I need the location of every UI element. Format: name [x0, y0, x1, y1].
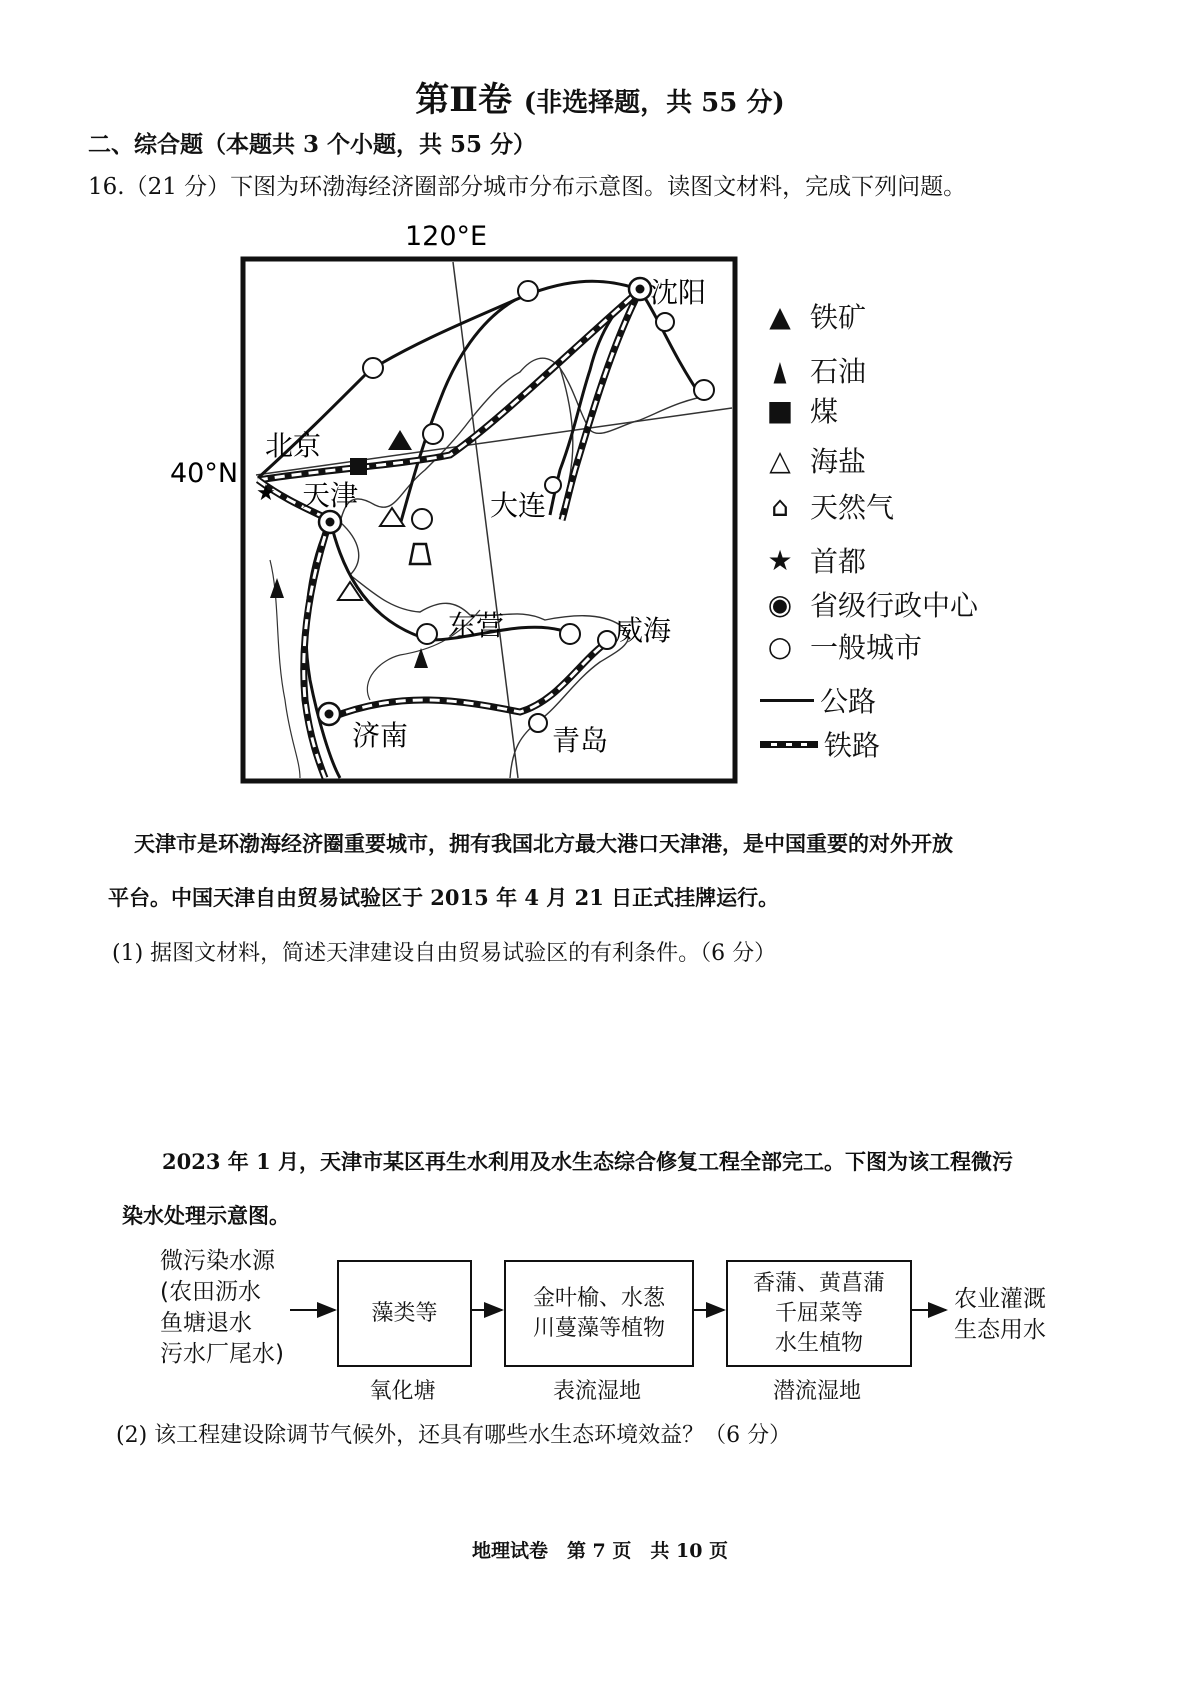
- city-dalian: 大连: [490, 489, 547, 522]
- city-jinan: 济南: [352, 719, 409, 752]
- lat-label: 40°N: [170, 458, 239, 489]
- label-oxidation-pond: 氧化塘: [369, 1379, 436, 1404]
- material-2-line-1: 2023 年 1 月，天津市某区再生水利用及水生态综合修复工程全部完工。下图为该工程微污: [162, 1149, 1013, 1174]
- legend-sea-salt: △ 海盐: [760, 440, 866, 480]
- label-subsurface-wetland: 潜流湿地: [772, 1379, 861, 1404]
- legend-iron-ore: ▲ 铁矿: [760, 296, 866, 336]
- flow-output: 农业灌溉 生态用水: [954, 1286, 1046, 1343]
- provincial-center-icon: ◉: [767, 587, 793, 621]
- city-beijing: 北京: [265, 429, 322, 462]
- page-footer: 地理试卷 第 7 页 共 10 页: [471, 1540, 729, 1562]
- city-shenyang: 沈阳: [650, 276, 707, 309]
- question-16: 16.（21 分）下图为环渤海经济圈部分城市分布示意图。读图文材料，完成下列问题。: [88, 174, 967, 200]
- legend-oil: ▲ 石油: [760, 350, 866, 390]
- legend-capital: ★ 首都: [760, 540, 866, 580]
- city-tianjin: 天津: [302, 479, 359, 512]
- oil-icon: ▲: [773, 353, 787, 387]
- iron-ore-icon: ▲: [769, 299, 791, 333]
- material-1-line-2: 平台。中国天津自由贸易试验区于 2015 年 4 月 21 日正式挂牌运行。: [108, 885, 780, 910]
- natural-gas-icon: ⌂: [771, 489, 789, 523]
- box-surface-wetland: 金叶榆、水葱 川蔓藻等植物: [504, 1260, 694, 1367]
- capital-icon: ★: [767, 543, 793, 577]
- lon-label: 120°E: [405, 221, 488, 252]
- legend-provincial-center: ◉ 省级行政中心: [760, 584, 978, 624]
- material-2-line-2: 染水处理示意图。: [122, 1203, 290, 1228]
- coal-icon: ■: [766, 393, 794, 427]
- city-weihai: 威海: [615, 614, 672, 647]
- flow-source: 微污染水源 (农田沥水 鱼塘退水 污水厂尾水): [160, 1248, 284, 1367]
- legend-coal: ■ 煤: [760, 390, 838, 430]
- legend-city: ○ 一般城市: [760, 626, 922, 666]
- label-surface-wetland: 表流湿地: [552, 1379, 641, 1404]
- sub-question-1: (1) 据图文材料，简述天津建设自由贸易试验区的有利条件。（6 分）: [112, 941, 777, 966]
- box-subsurface-wetland: 香蒲、黄菖蒲 千屈菜等 水生植物: [726, 1260, 912, 1367]
- capital-marker: ★: [256, 481, 276, 506]
- city-icon: ○: [767, 629, 793, 663]
- legend-highway: 公路: [760, 680, 876, 720]
- title-subtitle: (非选择题，共 55 分): [523, 88, 785, 118]
- legend-natural-gas: ⌂ 天然气: [760, 486, 894, 526]
- legend-railway: 铁路: [760, 724, 880, 764]
- sub-question-2: (2) 该工程建设除调节气候外，还具有哪些水生态环境效益？（6 分）: [116, 1423, 792, 1448]
- box-oxidation-pond: 藻类等: [337, 1260, 472, 1367]
- title-main: 第Ⅱ卷: [415, 80, 512, 120]
- material-1-line-1: 天津市是环渤海经济圈重要城市，拥有我国北方最大港口天津港，是中国重要的对外开放: [134, 831, 953, 856]
- section-heading: 二、综合题（本题共 3 个小题，共 55 分）: [88, 131, 537, 158]
- city-dongying: 东营: [448, 609, 505, 642]
- sea-salt-icon: △: [769, 443, 791, 477]
- city-qingdao: 青岛: [552, 724, 609, 757]
